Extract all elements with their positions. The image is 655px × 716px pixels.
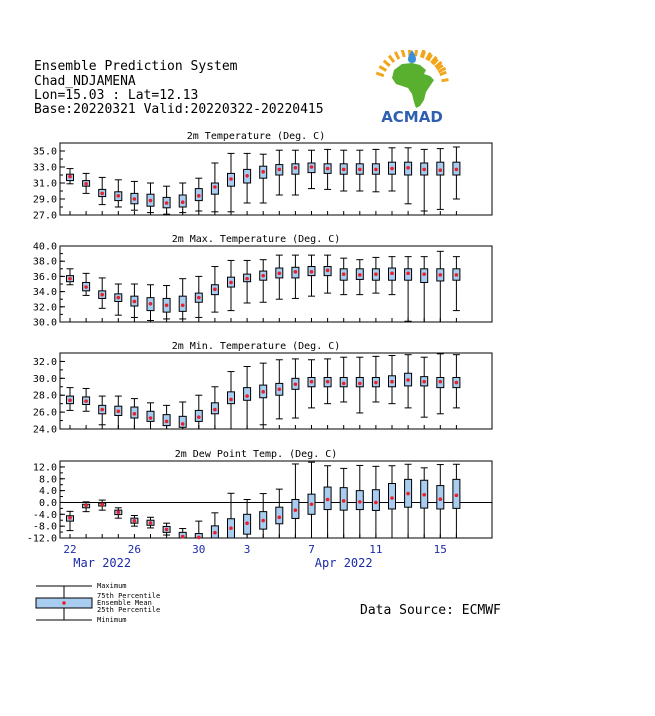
mean-marker <box>149 199 153 203</box>
mean-marker <box>213 531 217 535</box>
y-tick-label: 32.0 <box>32 356 57 368</box>
station-name: Chad_NDJAMENA <box>34 74 136 89</box>
mean-marker <box>294 382 298 386</box>
mean-marker <box>406 166 410 170</box>
system-title: Ensemble Prediction System <box>34 59 238 74</box>
month-label: Apr 2022 <box>314 556 373 570</box>
mean-marker <box>117 510 121 514</box>
mean-marker <box>342 272 346 276</box>
mean-marker <box>294 166 298 170</box>
mean-marker <box>68 175 72 179</box>
mean-marker <box>422 380 426 384</box>
mean-marker <box>149 302 153 306</box>
mean-marker <box>278 168 282 172</box>
mean-marker <box>455 273 459 277</box>
mean-marker <box>181 535 185 539</box>
mean-marker <box>406 378 410 382</box>
mean-marker <box>100 192 104 196</box>
month-label: Mar 2022 <box>73 556 132 570</box>
legend-label-min: Minimum <box>97 616 127 624</box>
x-tick-label: 11 <box>369 543 383 556</box>
mean-marker <box>261 170 265 174</box>
y-tick-label: 8.0 <box>38 474 57 486</box>
mean-marker <box>422 168 426 172</box>
y-tick-label: 0.0 <box>38 497 57 509</box>
mean-marker <box>439 168 443 172</box>
mean-marker <box>84 504 88 508</box>
legend-label-q25: 25th Percentile <box>97 606 161 614</box>
y-tick-label: 30.0 <box>32 373 57 385</box>
plot-frame <box>60 246 492 322</box>
y-tick-label: 35.0 <box>32 146 57 158</box>
y-tick-label: 4.0 <box>38 486 57 498</box>
mean-marker <box>294 508 298 512</box>
mean-marker <box>100 293 104 297</box>
y-tick-label: 24.0 <box>32 424 57 436</box>
y-tick-label: 30.0 <box>32 317 57 329</box>
mean-marker <box>181 303 185 307</box>
x-tick-label: 22 <box>63 543 77 556</box>
mean-marker <box>181 200 185 204</box>
mean-marker <box>197 194 201 198</box>
mean-marker <box>261 390 265 394</box>
iqr-box <box>340 488 347 511</box>
panel-title: 2m Max. Temperature (Deg. C) <box>171 234 341 245</box>
y-tick-label: 32.0 <box>32 302 57 314</box>
mean-marker <box>165 201 169 205</box>
y-tick-label: 26.0 <box>32 407 57 419</box>
mean-marker <box>149 416 153 420</box>
mean-marker <box>261 519 265 523</box>
mean-marker <box>165 303 169 307</box>
mean-marker <box>117 296 121 300</box>
mean-marker <box>358 168 362 172</box>
y-tick-label: 40.0 <box>32 241 57 253</box>
y-tick-label: -8.0 <box>32 521 57 533</box>
panel-title: 2m Min. Temperature (Deg. C) <box>171 341 341 352</box>
y-tick-label: 31.0 <box>32 178 57 190</box>
mean-marker <box>133 300 137 304</box>
y-tick-label: 33.0 <box>32 162 57 174</box>
mean-marker <box>374 168 378 172</box>
mean-marker <box>197 536 201 540</box>
legend-label-mean: Ensemble Mean <box>97 599 152 607</box>
legend-mean-marker <box>62 601 66 605</box>
station-coords: Lon=15.03 : Lat=12.13 <box>34 88 199 103</box>
x-tick-label: 30 <box>192 543 206 556</box>
mean-marker <box>342 168 346 172</box>
mean-marker <box>84 285 88 289</box>
mean-marker <box>84 182 88 186</box>
mean-marker <box>390 272 394 276</box>
mean-marker <box>68 398 72 402</box>
mean-marker <box>84 399 88 403</box>
iqr-box <box>244 388 251 401</box>
x-tick-label: 3 <box>243 543 251 556</box>
mean-marker <box>100 408 104 412</box>
panel-title: 2m Dew Point Temp. (Deg. C) <box>174 449 338 460</box>
mean-marker <box>390 496 394 500</box>
mean-marker <box>213 288 217 292</box>
mean-marker <box>278 272 282 276</box>
mean-marker <box>326 167 330 171</box>
mean-marker <box>68 277 72 281</box>
mean-marker <box>358 500 362 504</box>
y-tick-label: 28.0 <box>32 390 57 402</box>
mean-marker <box>278 515 282 519</box>
mean-marker <box>422 272 426 276</box>
mean-marker <box>455 168 459 172</box>
mean-marker <box>165 528 169 532</box>
y-tick-label: 29.0 <box>32 194 57 206</box>
mean-marker <box>278 388 282 392</box>
mean-marker <box>326 269 330 273</box>
iqr-box <box>437 486 444 509</box>
mean-marker <box>197 296 201 300</box>
logo-text: ACMAD <box>381 108 443 126</box>
mean-marker <box>455 381 459 385</box>
mean-marker <box>245 521 249 525</box>
mean-marker <box>390 380 394 384</box>
mean-marker <box>213 185 217 189</box>
x-tick-label: 7 <box>308 543 315 556</box>
y-tick-label: -4.0 <box>32 509 57 521</box>
mean-marker <box>133 412 137 416</box>
legend-label-max: Maximum <box>97 582 127 590</box>
data-source: Data Source: ECMWF <box>360 603 501 618</box>
y-tick-label: 36.0 <box>32 271 57 283</box>
mean-marker <box>68 516 72 520</box>
mean-marker <box>229 526 233 530</box>
legend-label-q75: 75th Percentile <box>97 592 161 600</box>
x-tick-label: 26 <box>127 543 142 556</box>
mean-marker <box>310 380 314 384</box>
mean-marker <box>342 382 346 386</box>
mean-marker <box>133 197 137 201</box>
mean-marker <box>197 415 201 419</box>
mean-marker <box>261 274 265 278</box>
mean-marker <box>326 498 330 502</box>
mean-marker <box>439 380 443 384</box>
mean-marker <box>165 420 169 424</box>
mean-marker <box>229 398 233 402</box>
mean-marker <box>358 273 362 277</box>
mean-marker <box>422 493 426 497</box>
mean-marker <box>181 422 185 426</box>
y-tick-label: 34.0 <box>32 287 57 299</box>
y-tick-label: 12.0 <box>32 462 57 474</box>
mean-marker <box>100 503 104 507</box>
mean-marker <box>406 492 410 496</box>
mean-marker <box>455 494 459 498</box>
mean-marker <box>294 270 298 274</box>
base-valid-dates: Base:20220321 Valid:20220322-20220415 <box>34 102 324 117</box>
mean-marker <box>310 270 314 274</box>
y-tick-label: -12.0 <box>26 533 57 545</box>
mean-marker <box>245 277 249 281</box>
mean-marker <box>149 521 153 525</box>
mean-marker <box>245 394 249 398</box>
iqr-box <box>372 490 379 511</box>
x-tick-label: 15 <box>433 543 447 556</box>
mean-marker <box>358 382 362 386</box>
mean-marker <box>439 273 443 277</box>
mean-marker <box>117 194 121 198</box>
mean-marker <box>374 381 378 385</box>
mean-marker <box>117 409 121 413</box>
mean-marker <box>310 165 314 169</box>
mean-marker <box>374 272 378 276</box>
y-tick-label: 27.0 <box>32 210 57 222</box>
mean-marker <box>213 408 217 412</box>
mean-marker <box>374 501 378 505</box>
mean-marker <box>229 177 233 181</box>
mean-marker <box>245 174 249 178</box>
panel-title: 2m Temperature (Deg. C) <box>186 131 326 142</box>
mean-marker <box>310 502 314 506</box>
mean-marker <box>406 272 410 276</box>
mean-marker <box>390 167 394 171</box>
legend <box>30 580 180 626</box>
y-tick-label: 38.0 <box>32 256 57 268</box>
mean-marker <box>133 519 137 523</box>
plot-frame <box>60 143 492 215</box>
mean-marker <box>229 281 233 285</box>
mean-marker <box>439 497 443 501</box>
mean-marker <box>326 380 330 384</box>
mean-marker <box>342 499 346 503</box>
